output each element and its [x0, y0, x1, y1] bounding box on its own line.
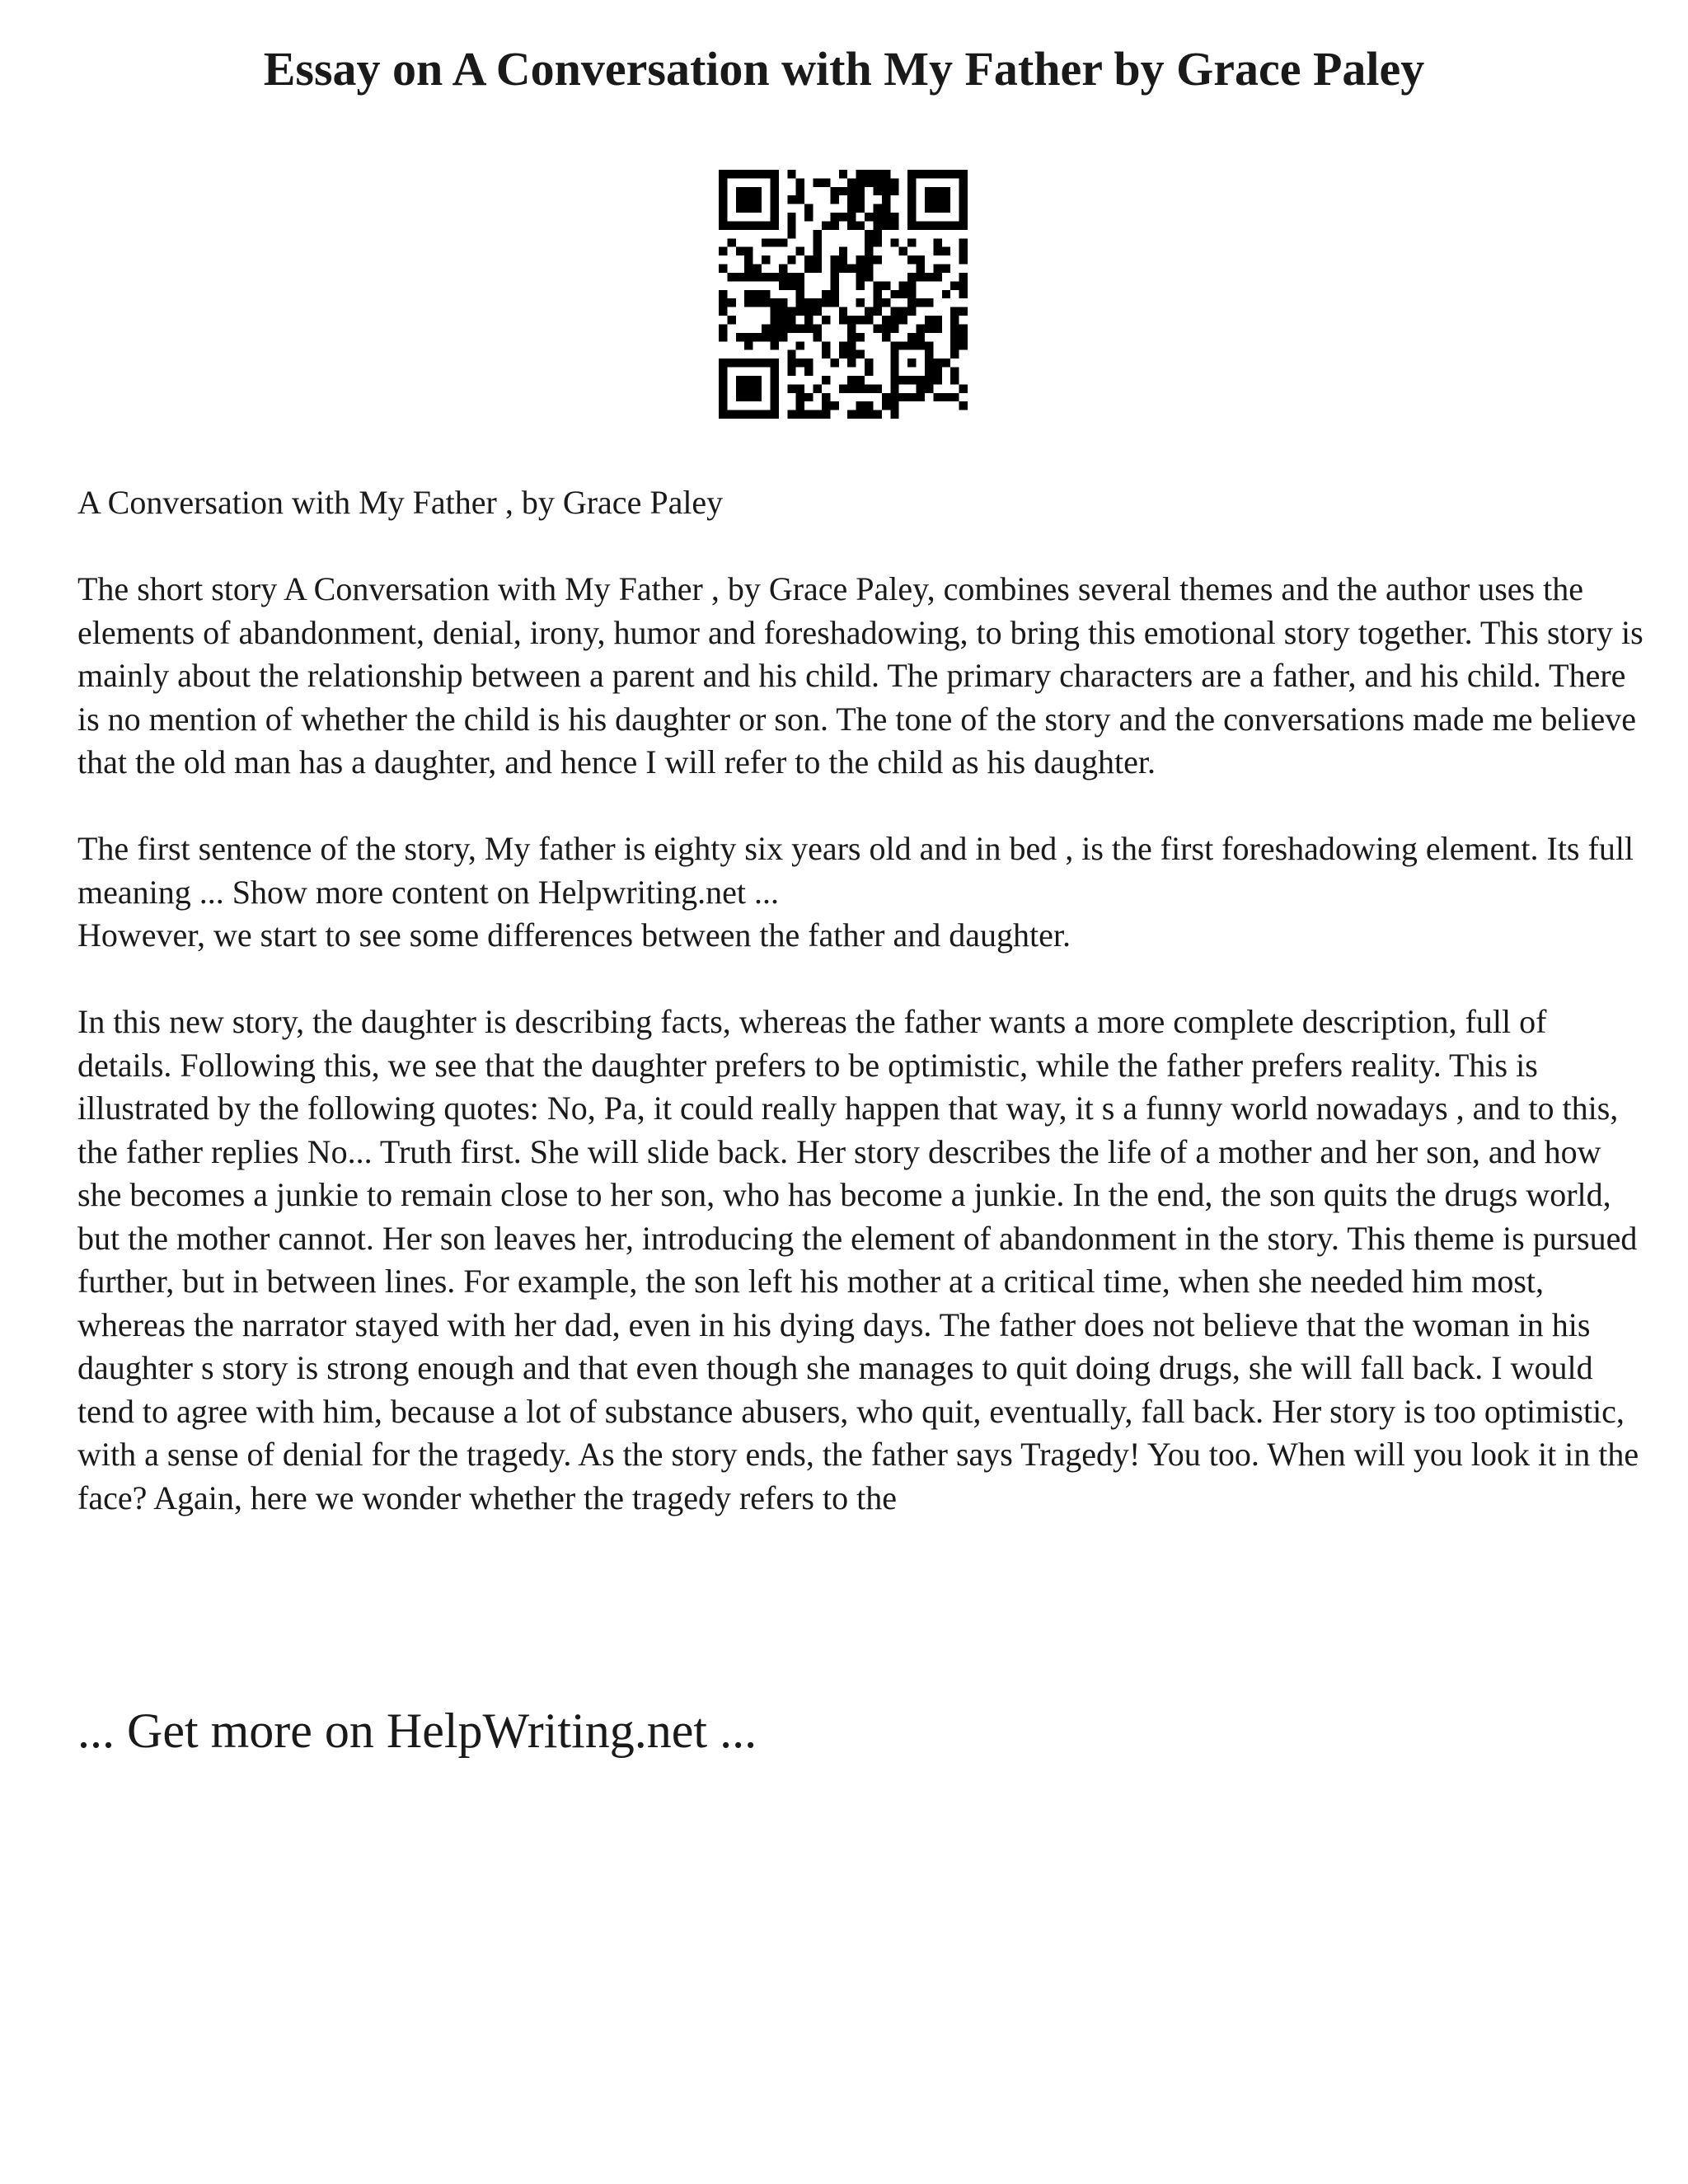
paragraph-4: In this new story, the daughter is describing facts, whereas the father wants a more complete description, full of details. Following this, we see that the daughter prefers to be optimistic, while the father prefers reality. This is illustrated by the following quotes: No, Pa, it could really happen that way, it s a funny world nowadays , and to this, the father replies No... Truth first. She will slide back. Her story describes the life of a mother and her son, and how she becomes a junkie to remain close to her son, who has become a junkie. In the end, the son quits the drugs world, but the mother cannot. Her son leaves her, introducing the element of abandonment in the story. This theme is pursued further, but in between lines. For example, the son left his mother at a critical time, when she needed him most, whereas the narrator stayed with her dad, even in his dying days. The father does not believe that the woman in his daughter s story is strong enough and that even though she manages to quit doing drugs, she will fall back. I would tend to agree with him, because a lot of substance abusers, who quit, eventually, fall back. Her story is too optimistic, with a sense of denial for the tragedy. As the story ends, the father says Tragedy! You too. When will you look it in the face? Again, here we wonder whether the tragedy refers to the — [77, 1003, 1639, 1516]
document-title: Essay on A Conversation with My Father by Grace Paley — [263, 42, 1425, 96]
paragraph-3: However, we start to see some differences between the father and daughter. — [77, 916, 1071, 954]
document-body — [77, 481, 1643, 1563]
document-subtitle: A Conversation with My Father , by Grace Paley — [77, 484, 724, 521]
paragraph-1: The short story A Conversation with My Father , by Grace Paley, combines several themes and the author uses the elements of abandonment, denial, irony, humor and foreshadowing, to bring this emotional story together. This story is mainly about the relationship between a parent and his child. The primary characters are a father, and his child. There is no mention of whether the child is his daughter or son. The tone of the story and the conversations made me believe that the old man has a daughter, and hence I will refer to the child as his daughter. — [77, 570, 1643, 780]
paragraph-2: The first sentence of the story, My father is eighty six years old and in bed , is the first foreshadowing element. Its full meaning ... Show more content on Helpwriting.net ... — [77, 830, 1634, 911]
get-more-link[interactable]: ... Get more on HelpWriting.net ... — [77, 1704, 757, 1758]
qr-code-icon — [719, 170, 968, 419]
